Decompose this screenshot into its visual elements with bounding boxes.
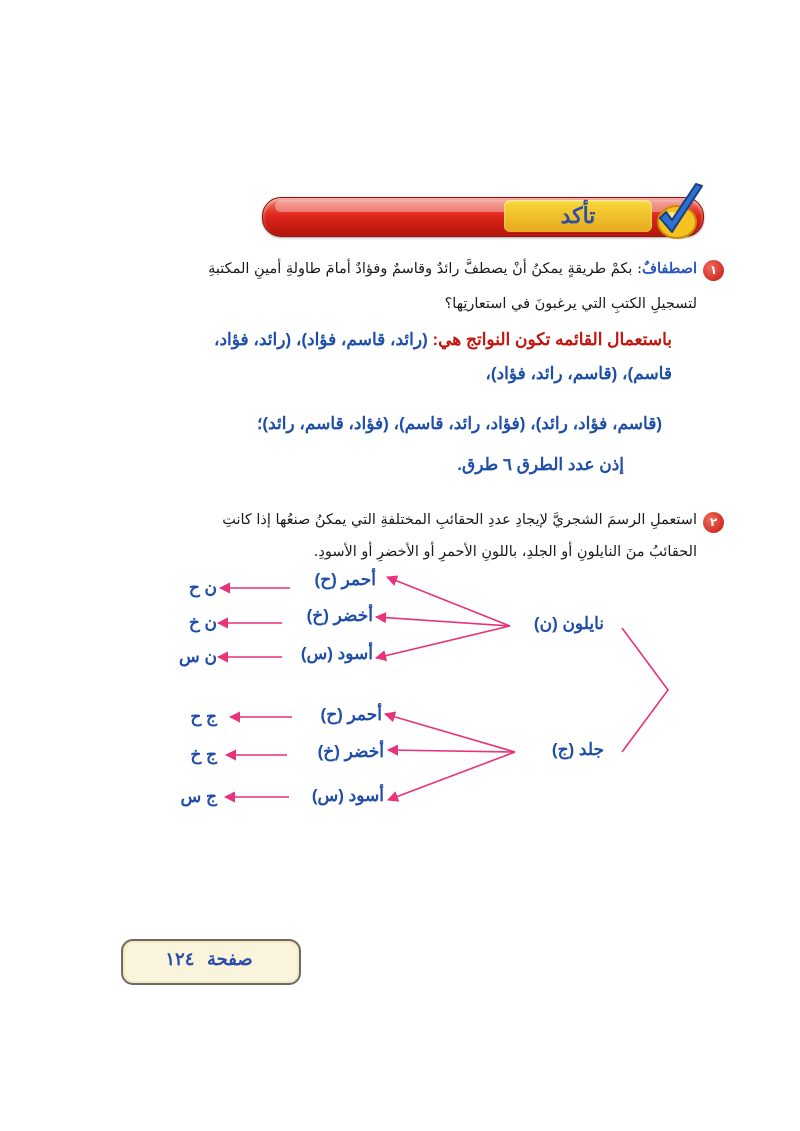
tree-color-leather-red: أحمر (ح) — [320, 705, 382, 724]
tree-color-leather-black: أسود (س) — [311, 786, 384, 805]
tree-outcome-nylon-red: ن ح — [188, 578, 217, 597]
question-2-line-1: استعملِ الرسمَ الشجريَّ لإيجادِ عددِ الحقائبِ المختلفةِ التي يمكنُ صنعُها إذا كانتِ — [222, 512, 697, 528]
question-number-1: ١ — [703, 260, 724, 281]
tree-material-leather: جلد (ج) — [551, 740, 604, 759]
answer-1-line-3: (قاسم، فؤاد، رائد)، (فؤاد، رائد، قاسم)، (فؤاد، قاسم، رائد)؛ — [256, 414, 662, 433]
tree-color-nylon-red: أحمر (ح) — [314, 570, 376, 589]
tree-outcome-leather-black: ج س — [180, 787, 217, 806]
root-branch-lines — [622, 628, 668, 752]
branch-leather-red — [385, 714, 515, 752]
branch-leather-green — [388, 750, 515, 752]
page-word: صفحة — [206, 949, 253, 970]
answer-1-outcomes-a: (رائد، قاسم، فؤاد)، (رائد، فؤاد، — [213, 330, 433, 349]
tree-outcome-nylon-black: ن س — [179, 647, 217, 666]
answer-1-line-2: قاسم)، (قاسم، رائد، فؤاد)، — [485, 364, 672, 383]
question-1-keyword: اصطفافٌ — [641, 260, 697, 277]
branch-nylon-black — [376, 626, 510, 658]
tree-color-nylon-black: أسود (س) — [300, 644, 373, 663]
answer-1-conclusion: إذن عدد الطرق ٦ طرق. — [457, 455, 624, 474]
tree-material-nylon: نايلون (ن) — [533, 614, 604, 633]
tree-color-nylon-green: أخضر (خ) — [306, 606, 373, 625]
branch-leather-black — [388, 752, 515, 800]
question-1-line-2: لتسجيلِ الكتبِ التي يرغبونَ في استعارتِها؟ — [444, 296, 697, 312]
question-2-line-2: الحقائبُ منَ النايلونِ أو الجلدِ، باللونِ الأحمرِ أو الأخضرِ أو الأسودِ. — [313, 544, 697, 560]
tree-outcome-leather-red: ج ح — [190, 707, 217, 726]
tree-outcome-leather-green: ج خ — [190, 745, 217, 764]
question-number-2: ٢ — [703, 512, 724, 533]
tree-outcome-nylon-green: ن خ — [188, 613, 217, 632]
question-1-text: : بكمْ طريقةٍ يمكنُ أنْ يصطفَّ رائدٌ وقاسمٌ وفؤادٌ أمامَ طاولةِ أمينِ المكتبةِ — [208, 261, 642, 277]
tree-color-leather-green: أخضر (خ) — [317, 742, 384, 761]
section-title: تأكد — [560, 203, 596, 229]
answer-1-lead: باستعمال القائمه تكون النواتج هي: — [432, 330, 672, 349]
page-number-value: ١٢٤ — [165, 949, 195, 970]
page-number — [121, 939, 297, 981]
